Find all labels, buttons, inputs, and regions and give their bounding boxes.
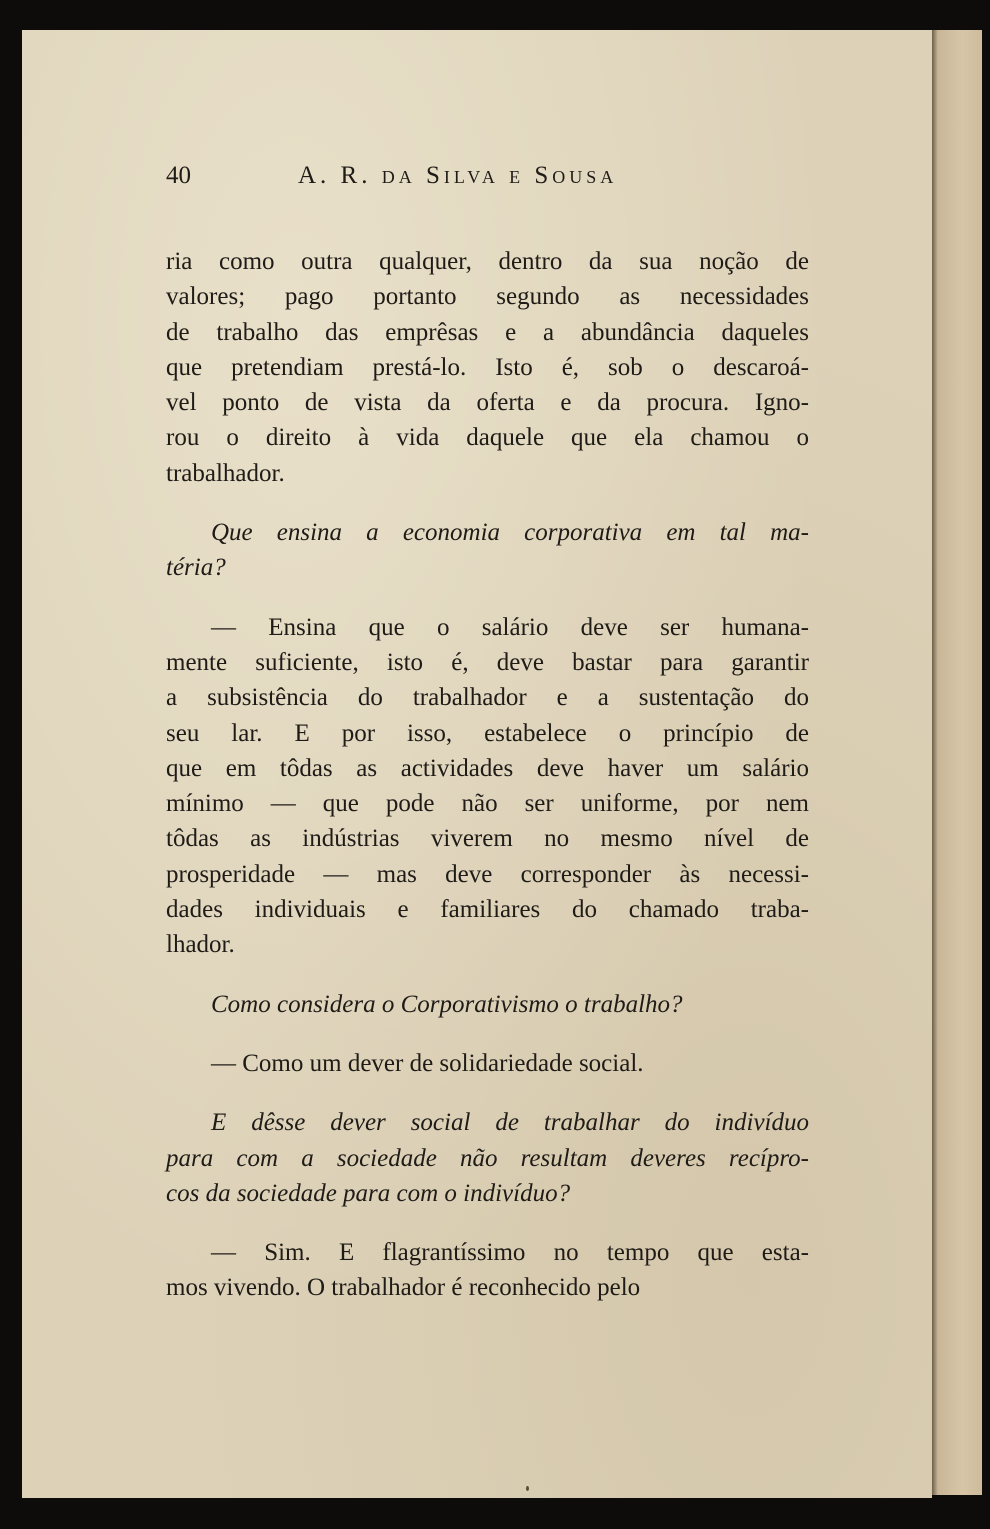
text-line: valores; pago portanto segundo as necessidades <box>166 283 809 311</box>
text-line: vel ponto de vista da oferta e da procura. Igno- <box>166 389 809 417</box>
text-line: seu lar. E por isso, estabelece o princípio de <box>166 719 809 747</box>
question-paragraph <box>166 515 809 586</box>
text-line: mos vivendo. O trabalhador é reconhecido pelo <box>166 1274 641 1302</box>
answer-paragraph <box>166 1235 809 1306</box>
text-line: a subsistência do trabalhador e a sustentação do <box>166 684 809 712</box>
answer-paragraph <box>166 610 809 963</box>
body-text <box>166 244 809 1306</box>
text-line: — Como um dever de solidariedade social. <box>211 1049 644 1077</box>
text-line: Que ensina a economia corporativa em tal ma- <box>211 519 809 547</box>
text-line: cos da sociedade para com o indivíduo? <box>166 1179 571 1207</box>
paragraph-gap <box>166 963 809 987</box>
text-line: que em tôdas as actividades deve haver um salário <box>166 754 809 782</box>
text-line: téria? <box>166 554 226 582</box>
text-line: E dêsse dever social de trabalhar do indivíduo <box>211 1109 809 1137</box>
paragraph-gap <box>166 1211 809 1235</box>
paragraph-gap <box>166 1081 809 1105</box>
text-line: de trabalho das emprêsas e a abundância daqueles <box>166 318 809 346</box>
text-line: mínimo — que pode não ser uniforme, por nem <box>166 790 809 818</box>
answer-paragraph <box>166 244 809 491</box>
paragraph-gap <box>166 586 809 610</box>
text-line: mente suficiente, isto é, deve bastar para garantir <box>166 648 809 676</box>
question-paragraph <box>166 987 809 1022</box>
ink-speck <box>526 1486 529 1491</box>
text-line: que pretendiam prestá-lo. Isto é, sob o descaroá- <box>166 353 809 381</box>
text-line: prosperidade — mas deve corresponder às necessi- <box>166 860 809 888</box>
text-line: ria como outra qualquer, dentro da sua noção de <box>166 248 809 275</box>
text-line: para com a sociedade não resultam deveres recípro- <box>166 1144 809 1172</box>
text-line: tôdas as indústrias viverem no mesmo nível de <box>166 825 809 853</box>
text-line: Como considera o Corporativismo o trabalho? <box>211 990 683 1018</box>
page-header <box>166 162 686 196</box>
text-line: lhador. <box>166 931 235 959</box>
running-head: A. R. da Silva e Sousa <box>298 162 618 189</box>
text-line: rou o direito à vida daquele que ela chamou o <box>166 424 809 452</box>
paragraph-gap <box>166 491 809 515</box>
text-line: trabalhador. <box>166 459 285 487</box>
text-line: — Sim. E flagrantíssimo no tempo que esta- <box>211 1239 809 1267</box>
text-line: — Ensina que o salário deve ser humana- <box>211 613 809 641</box>
text-line: dades individuais e familiares do chamado traba- <box>166 896 809 924</box>
page-number: 40 <box>166 162 191 189</box>
paragraph-gap <box>166 1022 809 1046</box>
adjacent-page-edge <box>932 30 982 1495</box>
question-paragraph <box>166 1105 809 1211</box>
answer-paragraph <box>166 1046 809 1081</box>
